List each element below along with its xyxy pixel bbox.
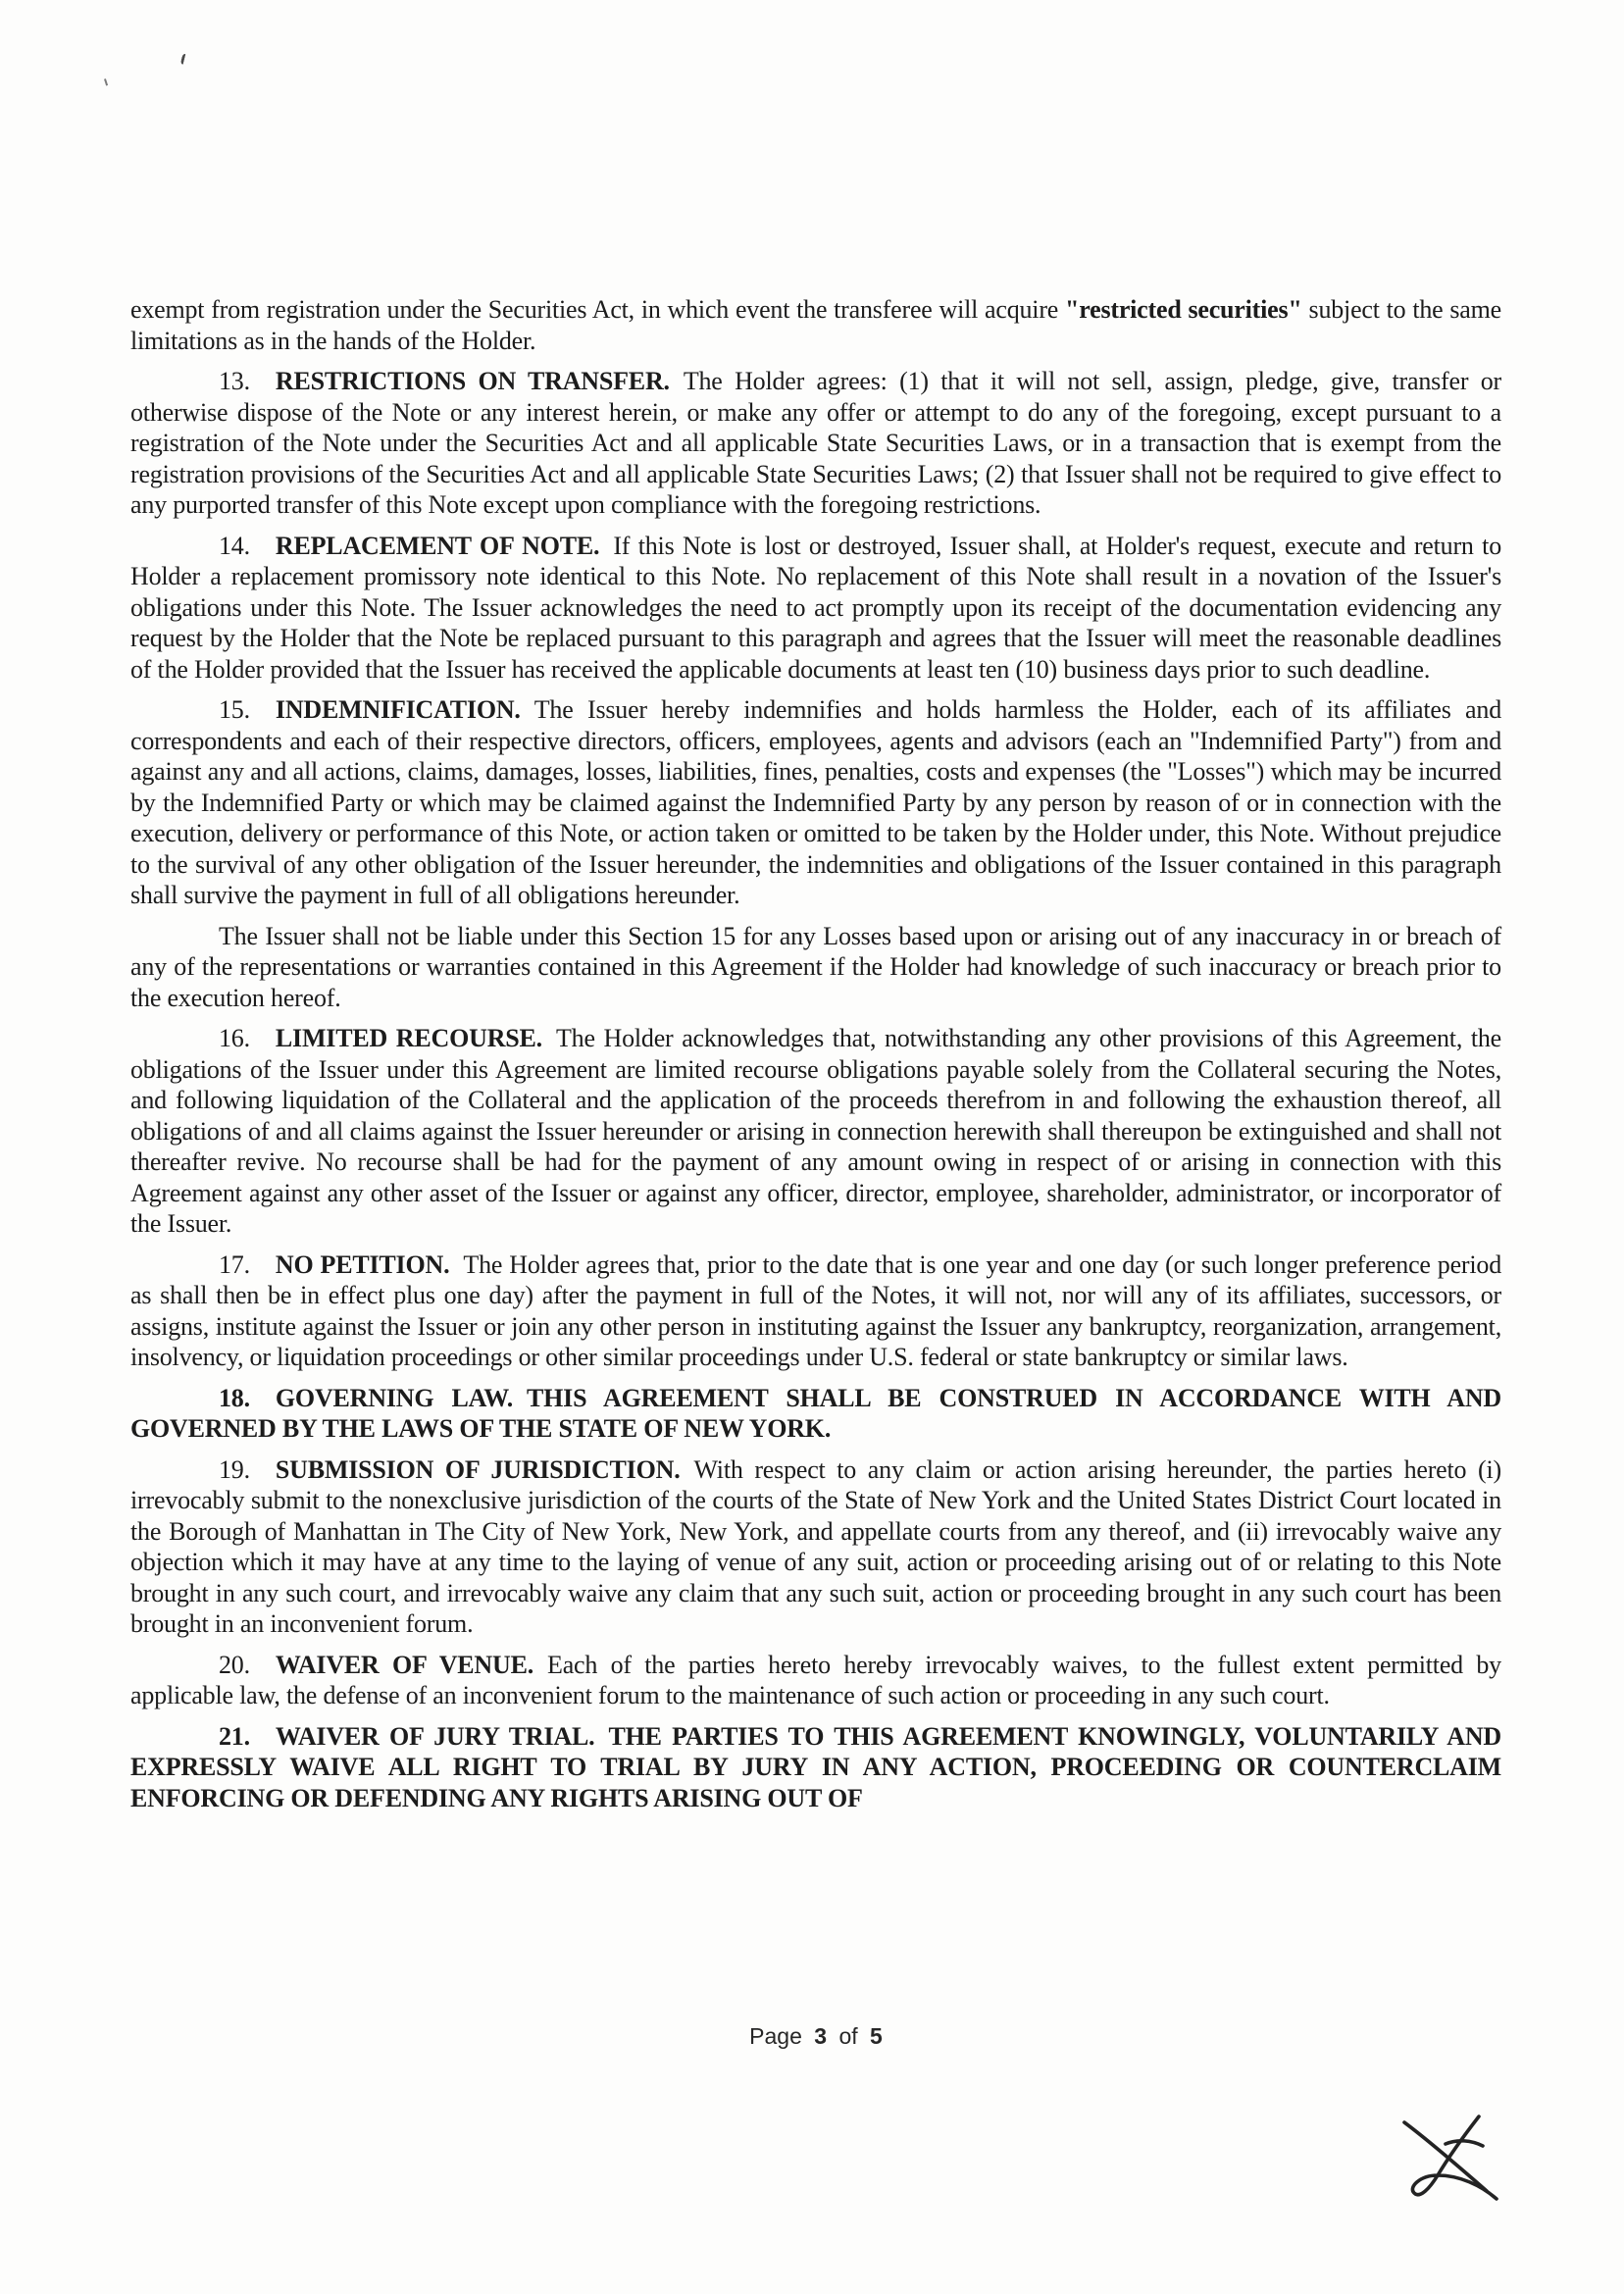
text-run: The Issuer hereby indemnifies and holds harmless the Holder, each of its affiliates and correspondents and each of their respective directors, officers, employees, agents and advisors (each an "Indemnified Party") from and against any and all actions, claims, damages, losses, liabilities, fines, penalties, costs and expenses (the "Losses") which may be incurred by the Indemnified Party or which may be claimed against the Indemnified Party by any person by reason of or in connection with the execution, delivery or performance of this Note, or action taken or omitted to be taken by the Holder under, this Note. Without prejudice to the survival of any other obligation of the Issuer hereunder, the indemnities and obligations of the Issuer contained in this paragraph shall survive the payment in full of all obligations hereunder. (130, 695, 1501, 909)
text-run: Each of the parties hereto hereby irrevocably waives, to the fullest extent permitted by applicable law, the defense of an inconvenient forum to the maintenance of such action or proceeding in any such court. (130, 1650, 1501, 1709)
section-number: 16. (219, 1024, 250, 1052)
section-number: 15. (219, 695, 250, 724)
section-heading: REPLACEMENT OF NOTE. (275, 531, 600, 560)
section-heading: LIMITED RECOURSE. (275, 1024, 542, 1052)
section-heading: INDEMNIFICATION. (275, 695, 521, 724)
section-15-carveout (130, 921, 1501, 1014)
intro-continuation (130, 294, 1501, 356)
section-heading: WAIVER OF JURY TRIAL. (275, 1721, 595, 1751)
section-17-no-petition (130, 1249, 1501, 1373)
text-run: The Holder acknowledges that, notwithstanding any other provisions of this Agreement, the obligations of the Issuer under this Agreement are limited recourse obligations payable solely from the Collateral securing the Notes, and following liquidation of the Collateral and the application of the proceeds therefrom in and following the exhaustion thereof, all obligations of and all claims against the Issuer hereunder or arising in connection herewith shall thereupon be extinguished and shall not thereafter revive. No recourse shall be had for the payment of any amount owing in respect of or arising in connection with this Agreement against any other asset of the Issuer or against any officer, director, employee, shareholder, administrator, or incorporator of the Issuer. (130, 1024, 1501, 1238)
text-run: With respect to any claim or action arising hereunder, the parties hereto (i) irrevocably submit to the nonexclusive jurisdiction of the courts of the State of New York and the United States District Court located in the Borough of Manhattan in The City of New York, New York, and appellate courts from any thereof, and (ii) irrevocably waive any objection which it may have at any time to the laying of venue of any suit, action or proceeding arising out of or relating to this Note brought in any such court, and irrevocably waive any claim that any such suit, action or proceeding brought in any such court has been brought in an inconvenient forum. (130, 1454, 1501, 1638)
text-run: The Issuer shall not be liable under this Section 15 for any Losses based upon or arising out of any inaccuracy in or breach of any of the representations or warranties contained in this Agreement if the Holder had knowledge of such inaccuracy or breach prior to the execution hereof. (130, 921, 1501, 1012)
text-run: The Holder agrees: (1) that it will not sell, assign, pledge, give, transfer or otherwise dispose of the Note or any interest herein, or make any offer or attempt to do any of the foregoing, except pursuant to a registration of the Note under the Securities Act and all applicable State Securities Laws, or in a transaction that is exempt from the registration provisions of the Securities Act and all applicable State Securities Laws; (2) that Issuer shall not be required to give effect to any purported transfer of this Note except upon compliance with the foregoing restrictions. (130, 367, 1501, 519)
scan-artifact-mark (104, 78, 110, 86)
text-run: The Holder agrees that, prior to the date that is one year and one day (or such longer preference period as shall then be in effect plus one day) after the payment in full of the Notes, it will not, nor will any of its affiliates, successors, or assigns, institute against the Issuer or join any other person in instituting against the Issuer any bankruptcy, reorganization, arrangement, insolvency, or liquidation proceedings or other similar proceedings under U.S. federal or state bankruptcy or similar laws. (130, 1249, 1501, 1371)
section-heading: GOVERNING LAW. (275, 1383, 514, 1412)
text-run: subject to the same limitations as in the hands of the Holder. (130, 295, 1501, 355)
document-body (130, 294, 1501, 1823)
section-number: 14. (219, 531, 250, 560)
section-number: 21. (219, 1721, 250, 1751)
text-run: If this Note is lost or destroyed, Issuer shall, at Holder's request, execute and return to Holder a replacement promissory note identical to this Note. No replacement of this Note shall result in a novation of the Issuer's obligations under this Note. The Issuer acknowledges the need to act promptly upon its receipt of the documentation evidencing any request by the Holder that the Note be replaced pursuant to this paragraph and agrees that the Issuer will meet the reasonable deadlines of the Holder provided that the Issuer has received the applicable documents at least ten (10) business days prior to such deadline. (130, 531, 1502, 684)
section-18-governing-law (130, 1383, 1501, 1445)
footer-page-number: 3 (814, 2023, 828, 2049)
section-number: 20. (219, 1650, 250, 1679)
page-footer (130, 2023, 1501, 2050)
section-19-submission-of-jurisdiction (130, 1454, 1501, 1640)
text-run: THIS AGREEMENT SHALL BE CONSTRUED IN ACCORDANCE WITH AND GOVERNED BY THE LAWS OF THE STATE OF NEW YORK. (130, 1383, 1501, 1443)
section-number: 18. (219, 1383, 250, 1412)
section-21-waiver-of-jury-trial (130, 1721, 1501, 1814)
footer-of-label: of (838, 2023, 858, 2049)
text-run: exempt from registration under the Securities Act, in which event the transferee will acquire (130, 295, 1065, 324)
section-number: 19. (219, 1454, 250, 1484)
section-heading: NO PETITION. (275, 1249, 450, 1279)
section-heading: SUBMISSION OF JURISDICTION. (275, 1454, 681, 1484)
section-13-restrictions-on-transfer (130, 366, 1501, 521)
section-number: 17. (219, 1249, 250, 1279)
scan-artifact-mark (180, 53, 188, 65)
handwritten-signature-mark (1395, 2107, 1504, 2207)
footer-page-label: Page (749, 2023, 802, 2049)
section-heading: RESTRICTIONS ON TRANSFER. (275, 367, 670, 395)
text-run: THE PARTIES TO THIS AGREEMENT KNOWINGLY, VOLUNTARILY AND EXPRESSLY WAIVE ALL RIGHT TO TRIAL BY JURY IN ANY ACTION, PROCEEDING OR COUNTERCLAIM ENFORCING OR DEFENDING ANY RIGHTS ARISING OUT OF (130, 1721, 1501, 1812)
section-14-replacement-of-note (130, 531, 1501, 686)
section-number: 13. (219, 367, 250, 395)
footer-total-pages: 5 (870, 2023, 883, 2049)
section-20-waiver-of-venue (130, 1650, 1501, 1711)
section-15-indemnification (130, 694, 1501, 911)
section-heading: WAIVER OF VENUE. (275, 1650, 534, 1679)
section-16-limited-recourse (130, 1023, 1501, 1240)
text-run: "restricted securities" (1065, 295, 1302, 324)
